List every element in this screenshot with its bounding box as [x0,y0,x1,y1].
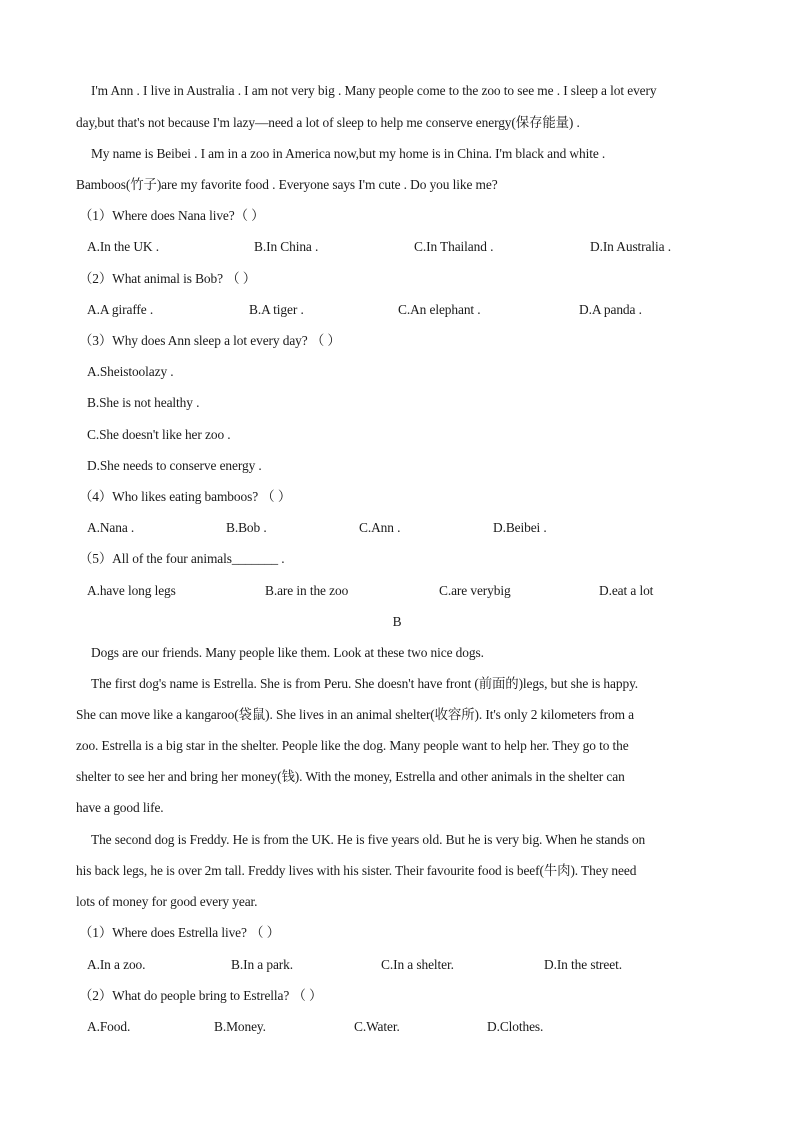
option-a1-c[interactable]: C.In Thailand . [414,239,494,254]
paragraph-beibei-line-2: Bamboos(竹子)are my favorite food . Everyone says I'm cute . Do you like me? [76,177,498,192]
paragraph-estrella-line-5: have a good life. [76,800,164,815]
option-b2-c[interactable]: C.Water. [354,1019,400,1034]
option-a3-c[interactable]: C.She doesn't like her zoo . [87,427,231,442]
option-a1-d[interactable]: D.In Australia . [590,239,671,254]
option-a5-d[interactable]: D.eat a lot [599,583,654,598]
option-b1-d[interactable]: D.In the street. [544,957,622,972]
question-b2-stem: （2）What do people bring to Estrella? （ ） [79,988,323,1003]
option-b2-d[interactable]: D.Clothes. [487,1019,544,1034]
question-a2-stem: （2）What animal is Bob? （ ） [79,271,257,286]
paragraph-estrella-line-4: shelter to see her and bring her money(钱). With the money, Estrella and other animals in the shelter can [76,769,625,784]
option-a3-a[interactable]: A.Sheistoolazy . [87,364,174,379]
question-a4-stem: （4）Who likes eating bamboos? （ ） [79,489,292,504]
option-a4-d[interactable]: D.Beibei . [493,520,547,535]
question-a5-stem: （5）All of the four animals_______ . [79,551,285,566]
paragraph-estrella-line-1: The first dog's name is Estrella. She is from Peru. She doesn't have front (前面的)legs, but she is happy. [91,676,639,691]
option-b1-b[interactable]: B.In a park. [231,957,294,972]
option-a5-a[interactable]: A.have long legs [87,583,176,598]
option-a2-b[interactable]: B.A tiger . [249,302,304,317]
option-b2-a[interactable]: A.Food. [87,1019,131,1034]
option-b1-c[interactable]: C.In a shelter. [381,957,454,972]
option-a1-b[interactable]: B.In China . [254,239,319,254]
section-b-intro: Dogs are our friends. Many people like them. Look at these two nice dogs. [91,645,484,660]
option-a2-c[interactable]: C.An elephant . [398,302,481,317]
question-b1-stem: （1）Where does Estrella live? （ ） [79,925,280,940]
paragraph-freddy-line-1: The second dog is Freddy. He is from the UK. He is five years old. But he is very big. When he stands on [91,832,646,847]
option-a3-b[interactable]: B.She is not healthy . [87,395,200,410]
option-a2-a[interactable]: A.A giraffe . [87,302,154,317]
paragraph-freddy-line-3: lots of money for good every year. [76,894,258,909]
question-a1-stem: （1）Where does Nana live?（ ） [79,208,265,223]
paragraph-beibei-line-1: My name is Beibei . I am in a zoo in America now,but my home is in China. I'm black and white . [91,146,606,161]
paragraph-ann-line-2: day,but that's not because I'm lazy—need a lot of sleep to help me conserve energy(保存能量) . [76,115,580,130]
option-a3-d[interactable]: D.She needs to conserve energy . [87,458,262,473]
option-a5-b[interactable]: B.are in the zoo [265,583,349,598]
option-b1-a[interactable]: A.In a zoo. [87,957,146,972]
option-a4-c[interactable]: C.Ann . [359,520,401,535]
option-a1-a[interactable]: A.In the UK . [87,239,159,254]
paragraph-estrella-line-2: She can move like a kangaroo(袋鼠). She lives in an animal shelter(收容所). It's only 2 kilometers from a [76,707,635,722]
option-a4-b[interactable]: B.Bob . [226,520,267,535]
option-a2-d[interactable]: D.A panda . [579,302,642,317]
paragraph-freddy-line-2: his back legs, he is over 2m tall. Freddy lives with his sister. Their favourite food is beef(牛肉). They need [76,863,637,878]
paragraph-ann-line-1: I'm Ann . I live in Australia . I am not very big . Many people come to the zoo to see me . I sleep a lot every [91,83,657,98]
option-b2-b[interactable]: B.Money. [214,1019,266,1034]
option-a5-c[interactable]: C.are verybig [439,583,511,598]
paragraph-estrella-line-3: zoo. Estrella is a big star in the shelter. People like the dog. Many people want to help her. They go to the [76,738,629,753]
section-b-heading: B [392,614,402,629]
option-a4-a[interactable]: A.Nana . [87,520,135,535]
question-a3-stem: （3）Why does Ann sleep a lot every day? （ ） [79,333,341,348]
